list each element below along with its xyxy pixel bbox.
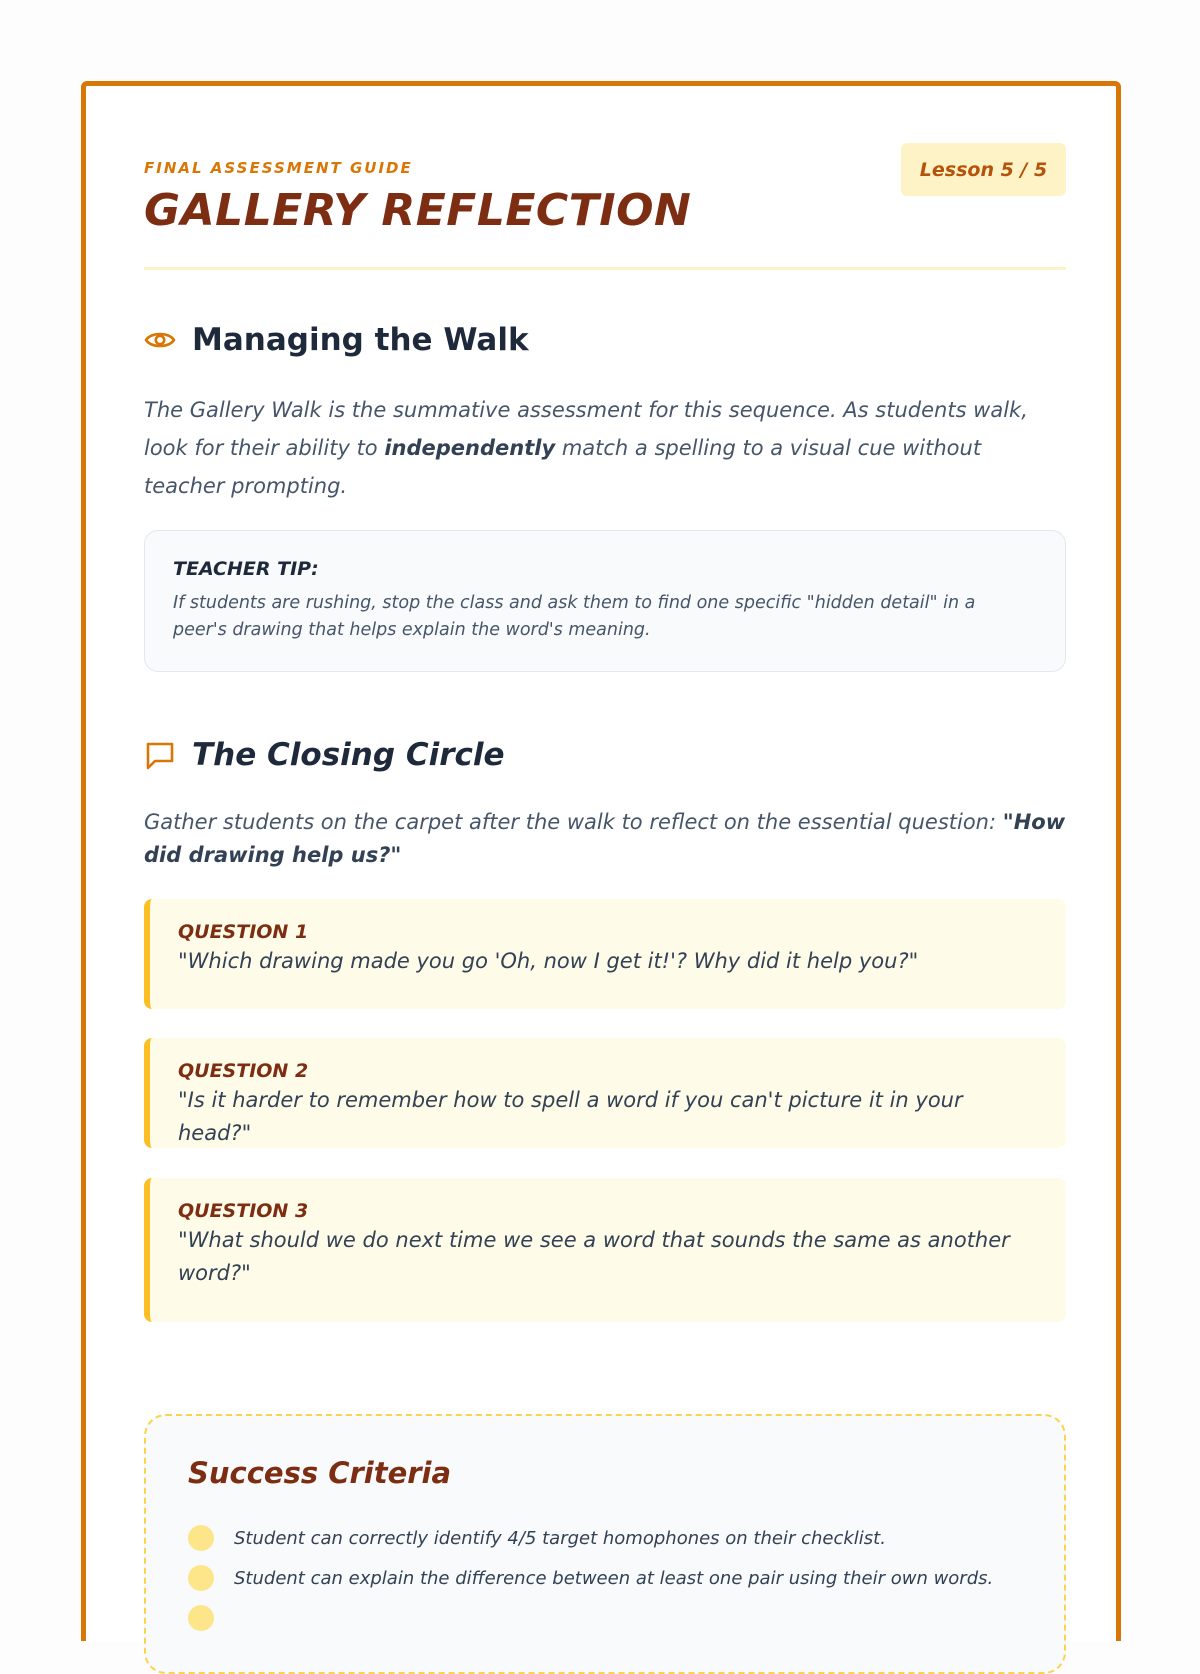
question-card-1 xyxy=(144,899,1066,1009)
success-criteria-title: Success Criteria xyxy=(188,1456,452,1490)
page-title: GALLERY REFLECTION xyxy=(144,185,692,236)
criteria-text: Student can correctly identify 4/5 target homophones on their checklist. xyxy=(234,1527,886,1549)
criteria-item xyxy=(188,1558,1022,1598)
message-square-icon xyxy=(144,739,176,771)
guide-kicker: FINAL ASSESSMENT GUIDE xyxy=(144,159,413,177)
success-criteria-box xyxy=(144,1414,1066,1674)
bullet-dot-icon xyxy=(188,1565,214,1591)
teacher-tip-box xyxy=(144,530,1066,672)
eye-icon xyxy=(144,328,176,352)
question-card-3 xyxy=(144,1178,1066,1322)
criteria-text: Student can explain the difference between at least one pair using their own words. xyxy=(234,1567,994,1589)
criteria-item xyxy=(188,1598,1022,1638)
teacher-tip-text: If students are rushing, stop the class and ask them to find one specific "hidden detail" in a peer's drawing that helps explain the word's meaning. xyxy=(173,593,976,640)
header-divider xyxy=(144,267,1066,270)
emphasis-independently: independently xyxy=(384,436,556,460)
managing-section-header xyxy=(144,322,529,358)
managing-paragraph: The Gallery Walk is the summative assessment for this sequence. As students walk, look for their ability to independently match a spelling to a visual cue without teacher prompting. xyxy=(144,398,1028,498)
question-label: QUESTION 1 xyxy=(178,921,309,943)
closing-intro: Gather students on the carpet after the walk to reflect on the essential question: "How did drawing help us?" xyxy=(144,810,1066,867)
criteria-item xyxy=(188,1518,1022,1558)
teacher-tip-label: TEACHER TIP: xyxy=(173,558,319,580)
question-card-2 xyxy=(144,1038,1066,1148)
managing-heading: Managing the Walk xyxy=(192,322,529,358)
closing-heading: The Closing Circle xyxy=(192,737,505,773)
bullet-dot-icon xyxy=(188,1525,214,1551)
question-label: QUESTION 3 xyxy=(178,1200,309,1222)
lesson-badge: Lesson 5 / 5 xyxy=(901,143,1066,196)
assessment-card xyxy=(81,81,1121,1641)
closing-section-header xyxy=(144,737,505,773)
bullet-dot-icon xyxy=(188,1605,214,1631)
essential-question: "How did drawing help us?" xyxy=(144,810,1066,867)
question-text: "What should we do next time we see a word that sounds the same as another word?" xyxy=(178,1228,1010,1285)
question-text: "Which drawing made you go 'Oh, now I get it!'? Why did it help you?" xyxy=(178,949,919,973)
question-text: "Is it harder to remember how to spell a word if you can't picture it in your head?" xyxy=(178,1088,963,1145)
question-label: QUESTION 2 xyxy=(178,1060,309,1082)
